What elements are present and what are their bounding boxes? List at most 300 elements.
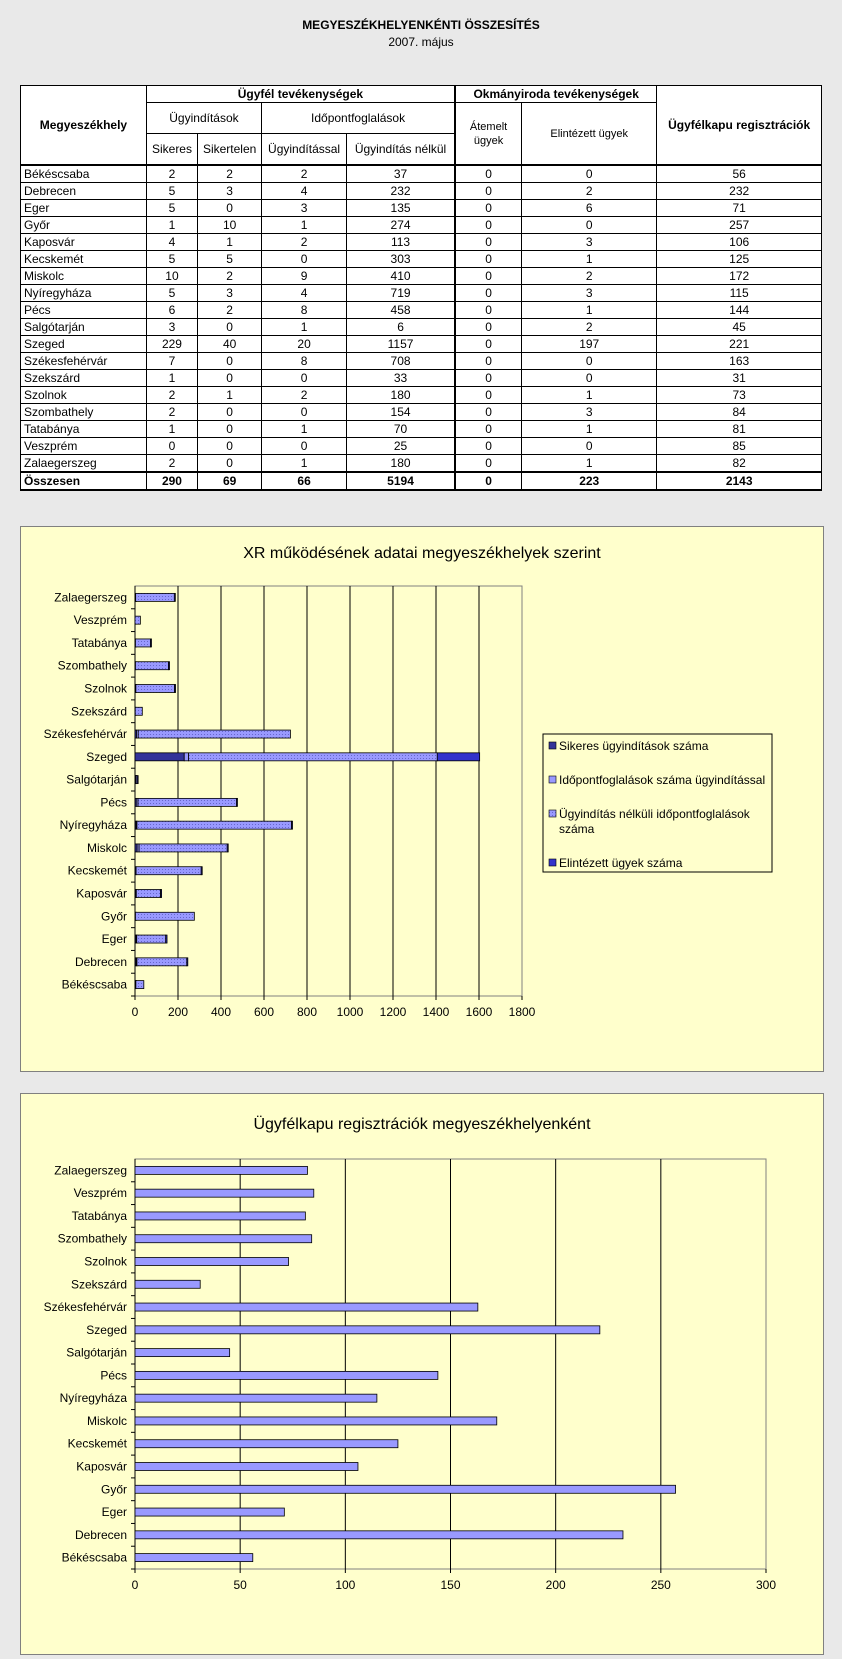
value-cell: 2 [146, 404, 197, 421]
value-cell: 3 [198, 183, 262, 200]
bar-segment [135, 616, 140, 624]
value-cell: 135 [347, 200, 456, 217]
value-cell: 410 [347, 268, 456, 285]
city-cell: Veszprém [21, 438, 147, 455]
value-cell: 2 [262, 387, 347, 404]
value-cell: 0 [455, 319, 522, 336]
city-cell: Kecskemét [21, 251, 147, 268]
value-cell: 0 [522, 438, 657, 455]
value-cell: 2 [146, 165, 197, 183]
value-cell: 5 [198, 251, 262, 268]
bar [135, 1371, 438, 1379]
value-cell: 229 [146, 336, 197, 353]
table-row [21, 319, 822, 336]
value-cell: 197 [522, 336, 657, 353]
value-cell: 1 [522, 251, 657, 268]
bar-segment [135, 639, 150, 647]
value-cell: 708 [347, 353, 456, 370]
x-tick-label: 150 [440, 1578, 461, 1592]
y-tick-label: Tatabánya [71, 1208, 127, 1223]
bar [135, 1394, 377, 1402]
y-tick-label: Miskolc [86, 1413, 127, 1428]
value-cell: 40 [198, 336, 262, 353]
value-cell: 1 [146, 370, 197, 387]
value-cell: 0 [455, 302, 522, 319]
value-cell: 1 [522, 455, 657, 473]
bar-segment [184, 753, 188, 761]
report-subtitle: 2007. május [388, 35, 454, 49]
city-cell: Szeged [21, 336, 147, 353]
value-cell: 70 [347, 421, 456, 438]
y-tick-label: Tatabánya [71, 635, 127, 650]
summary-table [20, 85, 822, 491]
value-cell: 81 [657, 421, 822, 438]
y-tick-label: Nyíregyháza [59, 1391, 127, 1406]
value-cell: 7 [146, 353, 197, 370]
bar-segment [187, 958, 188, 966]
bar-segment [175, 685, 176, 693]
value-cell: 154 [347, 404, 456, 421]
col-ugyfelkapu: Ügyfélkapu regisztrációk [657, 86, 822, 166]
value-cell: 4 [262, 183, 347, 200]
bar [135, 1440, 398, 1448]
value-cell: 66 [262, 472, 347, 490]
value-cell: 113 [347, 234, 456, 251]
value-cell: 223 [522, 472, 657, 490]
table-row [21, 285, 822, 302]
table-row [21, 183, 822, 200]
value-cell: 3 [262, 200, 347, 217]
x-tick-label: 1800 [508, 1005, 536, 1019]
bar [135, 1166, 307, 1174]
value-cell: 3 [146, 319, 197, 336]
y-tick-label: Salgótarján [66, 1345, 127, 1360]
x-tick-label: 200 [545, 1578, 566, 1592]
y-tick-label: Kecskemét [67, 863, 127, 878]
value-cell: 1 [262, 217, 347, 234]
y-tick-label: Pécs [100, 1368, 127, 1383]
value-cell: 163 [657, 353, 822, 370]
y-tick-label: Székesfehérvár [43, 727, 127, 742]
value-cell: 232 [657, 183, 822, 200]
value-cell: 6 [347, 319, 456, 336]
table-row [21, 234, 822, 251]
value-cell: 0 [198, 455, 262, 473]
table-row [21, 217, 822, 234]
value-cell: 2 [198, 302, 262, 319]
bar [135, 1485, 676, 1493]
value-cell: 1 [262, 319, 347, 336]
value-cell: 1 [146, 217, 197, 234]
value-cell: 56 [657, 165, 822, 183]
y-tick-label: Győr [100, 1482, 127, 1497]
bar [135, 1326, 600, 1334]
value-cell: 0 [455, 421, 522, 438]
y-tick-label: Debrecen [74, 954, 127, 969]
value-cell: 0 [455, 472, 522, 490]
x-tick-label: 100 [335, 1578, 356, 1592]
value-cell: 144 [657, 302, 822, 319]
value-cell: 458 [347, 302, 456, 319]
y-tick-label: Nyíregyháza [59, 818, 127, 833]
city-cell: Zalaegerszeg [21, 455, 147, 473]
table-row [21, 200, 822, 217]
value-cell: 73 [657, 387, 822, 404]
group-ugyfel: Ügyfél tevékenységek [146, 86, 455, 103]
bar-segment [135, 707, 142, 715]
bar [135, 1349, 230, 1357]
bar-segment [437, 753, 479, 761]
x-tick-label: 1200 [379, 1005, 407, 1019]
bar [135, 1280, 200, 1288]
city-cell: Debrecen [21, 183, 147, 200]
value-cell: 4 [146, 234, 197, 251]
y-tick-label: Szombathely [57, 1231, 127, 1246]
value-cell: 1 [198, 387, 262, 404]
value-cell: 5 [146, 183, 197, 200]
bar-segment [169, 662, 170, 670]
y-tick-label: Eger [101, 1505, 127, 1520]
value-cell: 2 [522, 319, 657, 336]
value-cell: 3 [198, 285, 262, 302]
value-cell: 5 [146, 251, 197, 268]
value-cell: 0 [262, 251, 347, 268]
table-row [21, 438, 822, 455]
bar-segment [136, 593, 175, 601]
sub-idopontfoglalasok: Időpontfoglalások [262, 103, 455, 134]
value-cell: 1 [522, 421, 657, 438]
value-cell: 10 [198, 217, 262, 234]
y-tick-label: Zalaegerszeg [54, 590, 127, 605]
legend-label: Időpontfoglalások száma ügyindítással [559, 773, 766, 787]
y-tick-label: Békéscsaba [61, 1550, 127, 1565]
bar [135, 1303, 478, 1311]
bar-segment [137, 958, 187, 966]
value-cell: 2 [146, 387, 197, 404]
value-cell: 0 [198, 353, 262, 370]
value-cell: 303 [347, 251, 456, 268]
value-cell: 0 [262, 404, 347, 421]
bar [135, 1554, 253, 1562]
legend-label: Elintézett ügyek száma [559, 856, 683, 870]
value-cell: 115 [657, 285, 822, 302]
bar-segment [135, 662, 168, 670]
bar-segment [292, 821, 293, 829]
x-tick-label: 0 [131, 1005, 139, 1019]
y-tick-label: Debrecen [74, 1527, 127, 1542]
report-title: MEGYESZÉKHELYENKÉNTI ÖSSZESÍTÉS [302, 18, 540, 32]
y-tick-label: Békéscsaba [61, 977, 127, 992]
y-tick-label: Szekszárd [70, 704, 127, 719]
x-tick-label: 300 [755, 1578, 777, 1592]
table-row [21, 268, 822, 285]
bar-segment [135, 753, 184, 761]
y-tick-label: Győr [100, 909, 127, 924]
bar-segment [166, 935, 167, 943]
city-cell: Szekszárd [21, 370, 147, 387]
value-cell: 20 [262, 336, 347, 353]
y-tick-label: Szeged [86, 1322, 127, 1337]
value-cell: 4 [262, 285, 347, 302]
x-tick-label: 200 [167, 1005, 189, 1019]
value-cell: 33 [347, 370, 456, 387]
value-cell: 172 [657, 268, 822, 285]
value-cell: 180 [347, 387, 456, 404]
y-tick-label: Kecskemét [67, 1436, 127, 1451]
bar [135, 1189, 314, 1197]
value-cell: 84 [657, 404, 822, 421]
ugyfelkapu-chart [21, 1094, 823, 1654]
y-tick-label: Szeged [86, 749, 127, 764]
value-cell: 71 [657, 200, 822, 217]
city-cell: Békéscsaba [21, 165, 147, 183]
bar-segment [236, 798, 237, 806]
bar-segment [137, 935, 166, 943]
value-cell: 9 [262, 268, 347, 285]
legend-swatch [549, 776, 556, 783]
chart-title: XR működésének adatai megyeszékhelyek szerint [243, 545, 601, 562]
value-cell: 1 [262, 421, 347, 438]
value-cell: 8 [262, 353, 347, 370]
value-cell: 0 [455, 285, 522, 302]
value-cell: 1157 [347, 336, 456, 353]
value-cell: 2 [198, 268, 262, 285]
value-cell: 0 [522, 370, 657, 387]
x-tick-label: 50 [233, 1578, 247, 1592]
city-cell: Nyíregyháza [21, 285, 147, 302]
xr-chart-panel [20, 526, 824, 1072]
col-ugyinditassal: Ügyindítással [262, 134, 347, 166]
y-tick-label: Veszprém [73, 613, 127, 628]
legend-swatch [549, 859, 556, 866]
value-cell: 274 [347, 217, 456, 234]
value-cell: 0 [455, 165, 522, 183]
city-cell: Szolnok [21, 387, 147, 404]
y-tick-label: Veszprém [73, 1186, 127, 1201]
x-tick-label: 0 [131, 1578, 139, 1592]
legend-label: Sikeres ügyindítások száma [559, 739, 709, 753]
value-cell: 2 [522, 268, 657, 285]
value-cell: 31 [657, 370, 822, 387]
y-tick-label: Szombathely [57, 658, 127, 673]
value-cell: 290 [146, 472, 197, 490]
bar [135, 1531, 623, 1539]
value-cell: 45 [657, 319, 822, 336]
value-cell: 2 [522, 183, 657, 200]
y-tick-label: Pécs [100, 795, 127, 810]
x-tick-label: 1400 [422, 1005, 450, 1019]
value-cell: 106 [657, 234, 822, 251]
value-cell: 8 [262, 302, 347, 319]
col-elintezett: Elintézett ügyek [522, 103, 657, 166]
value-cell: 3 [522, 404, 657, 421]
bar-segment [136, 867, 201, 875]
x-tick-label: 1600 [465, 1005, 493, 1019]
value-cell: 37 [347, 165, 456, 183]
city-cell: Győr [21, 217, 147, 234]
value-cell: 0 [198, 421, 262, 438]
value-cell: 2143 [657, 472, 822, 490]
value-cell: 10 [146, 268, 197, 285]
city-cell: Kaposvár [21, 234, 147, 251]
legend-label: száma [559, 822, 595, 836]
bar-segment [201, 867, 202, 875]
value-cell: 0 [455, 438, 522, 455]
city-cell: Salgótarján [21, 319, 147, 336]
value-cell: 0 [455, 268, 522, 285]
x-tick-label: 400 [210, 1005, 232, 1019]
sub-ugyinditasok: Ügyindítások [146, 103, 261, 134]
value-cell: 1 [146, 421, 197, 438]
table-row [21, 302, 822, 319]
table-row [21, 370, 822, 387]
legend-swatch [549, 810, 556, 817]
bar [135, 1508, 284, 1516]
value-cell: 232 [347, 183, 456, 200]
city-cell: Pécs [21, 302, 147, 319]
value-cell: 0 [522, 165, 657, 183]
bar-segment [135, 912, 194, 920]
col-sikeres: Sikeres [146, 134, 197, 166]
table-row [21, 421, 822, 438]
value-cell: 0 [198, 404, 262, 421]
x-tick-label: 800 [296, 1005, 318, 1019]
y-tick-label: Szolnok [84, 1254, 127, 1269]
y-tick-label: Székesfehérvár [43, 1300, 127, 1315]
value-cell: 0 [262, 370, 347, 387]
value-cell: 5194 [347, 472, 456, 490]
y-tick-label: Szekszárd [70, 1277, 127, 1292]
y-tick-label: Szolnok [84, 681, 127, 696]
value-cell: 5 [146, 200, 197, 217]
value-cell: 0 [198, 200, 262, 217]
value-cell: 2 [198, 165, 262, 183]
bar-segment [150, 639, 151, 647]
table-row [21, 251, 822, 268]
legend-swatch [549, 742, 556, 749]
ugyfelkapu-chart-panel [20, 1093, 824, 1655]
value-cell: 0 [455, 353, 522, 370]
city-cell: Tatabánya [21, 421, 147, 438]
y-tick-label: Zalaegerszeg [54, 1163, 127, 1178]
value-cell: 5 [146, 285, 197, 302]
bar-segment [139, 844, 227, 852]
bar-segment [161, 890, 162, 898]
table-row [21, 353, 822, 370]
col-sikertelen: Sikertelen [198, 134, 262, 166]
value-cell: 1 [198, 234, 262, 251]
bar [135, 1258, 289, 1266]
col-ugyinditas-nelkul: Ügyindítás nélkül [347, 134, 456, 166]
value-cell: 2 [262, 234, 347, 251]
city-cell: Összesen [21, 472, 147, 490]
bar-segment [227, 844, 228, 852]
value-cell: 0 [198, 370, 262, 387]
table-total-row [21, 472, 822, 490]
city-cell: Szombathely [21, 404, 147, 421]
table-row [21, 387, 822, 404]
value-cell: 69 [198, 472, 262, 490]
bar-segment [189, 753, 438, 761]
value-cell: 3 [522, 285, 657, 302]
bar [135, 1212, 305, 1220]
value-cell: 0 [522, 353, 657, 370]
y-tick-label: Miskolc [86, 840, 127, 855]
group-okmany: Okmányiroda tevékenységek [455, 86, 657, 103]
bar-segment [136, 685, 175, 693]
table-row [21, 165, 822, 183]
value-cell: 0 [455, 234, 522, 251]
col-megyeszekhely: Megyeszékhely [21, 86, 147, 166]
value-cell: 0 [455, 217, 522, 234]
value-cell: 719 [347, 285, 456, 302]
bar-segment [138, 730, 290, 738]
value-cell: 6 [522, 200, 657, 217]
col-atemelt: Átemelt ügyek [455, 103, 522, 166]
table-row [21, 455, 822, 473]
bar-segment [136, 890, 160, 898]
value-cell: 0 [455, 387, 522, 404]
value-cell: 2 [146, 455, 197, 473]
city-cell: Eger [21, 200, 147, 217]
value-cell: 0 [455, 370, 522, 387]
y-tick-label: Eger [101, 932, 127, 947]
value-cell: 125 [657, 251, 822, 268]
value-cell: 0 [455, 183, 522, 200]
x-tick-label: 250 [650, 1578, 671, 1592]
xr-chart [21, 527, 823, 1071]
bar [135, 1235, 312, 1243]
y-tick-label: Kaposvár [76, 1459, 127, 1474]
legend-box [543, 734, 772, 872]
value-cell: 6 [146, 302, 197, 319]
bar-segment [137, 821, 292, 829]
value-cell: 2 [262, 165, 347, 183]
y-tick-label: Kaposvár [76, 886, 127, 901]
value-cell: 0 [455, 404, 522, 421]
table-row [21, 404, 822, 421]
y-tick-label: Salgótarján [66, 772, 127, 787]
legend-label: Ügyindítás nélküli időpontfoglalások [559, 807, 750, 821]
value-cell: 85 [657, 438, 822, 455]
bar [135, 1463, 358, 1471]
bar-segment [138, 798, 236, 806]
x-tick-label: 600 [253, 1005, 275, 1019]
value-cell: 257 [657, 217, 822, 234]
value-cell: 25 [347, 438, 456, 455]
report-header [0, 18, 842, 49]
value-cell: 82 [657, 455, 822, 473]
city-cell: Székesfehérvár [21, 353, 147, 370]
x-tick-label: 1000 [336, 1005, 364, 1019]
value-cell: 0 [455, 455, 522, 473]
value-cell: 0 [455, 200, 522, 217]
bar-segment [137, 776, 138, 784]
value-cell: 180 [347, 455, 456, 473]
bar-segment [136, 981, 144, 989]
value-cell: 0 [522, 217, 657, 234]
value-cell: 0 [455, 336, 522, 353]
value-cell: 0 [198, 319, 262, 336]
value-cell: 0 [455, 251, 522, 268]
value-cell: 1 [522, 302, 657, 319]
value-cell: 1 [262, 455, 347, 473]
value-cell: 1 [522, 387, 657, 404]
plot-area [135, 586, 522, 996]
chart-title: Ügyfélkapu regisztrációk megyeszékhelyenként [253, 1116, 591, 1133]
value-cell: 0 [146, 438, 197, 455]
table-row [21, 336, 822, 353]
